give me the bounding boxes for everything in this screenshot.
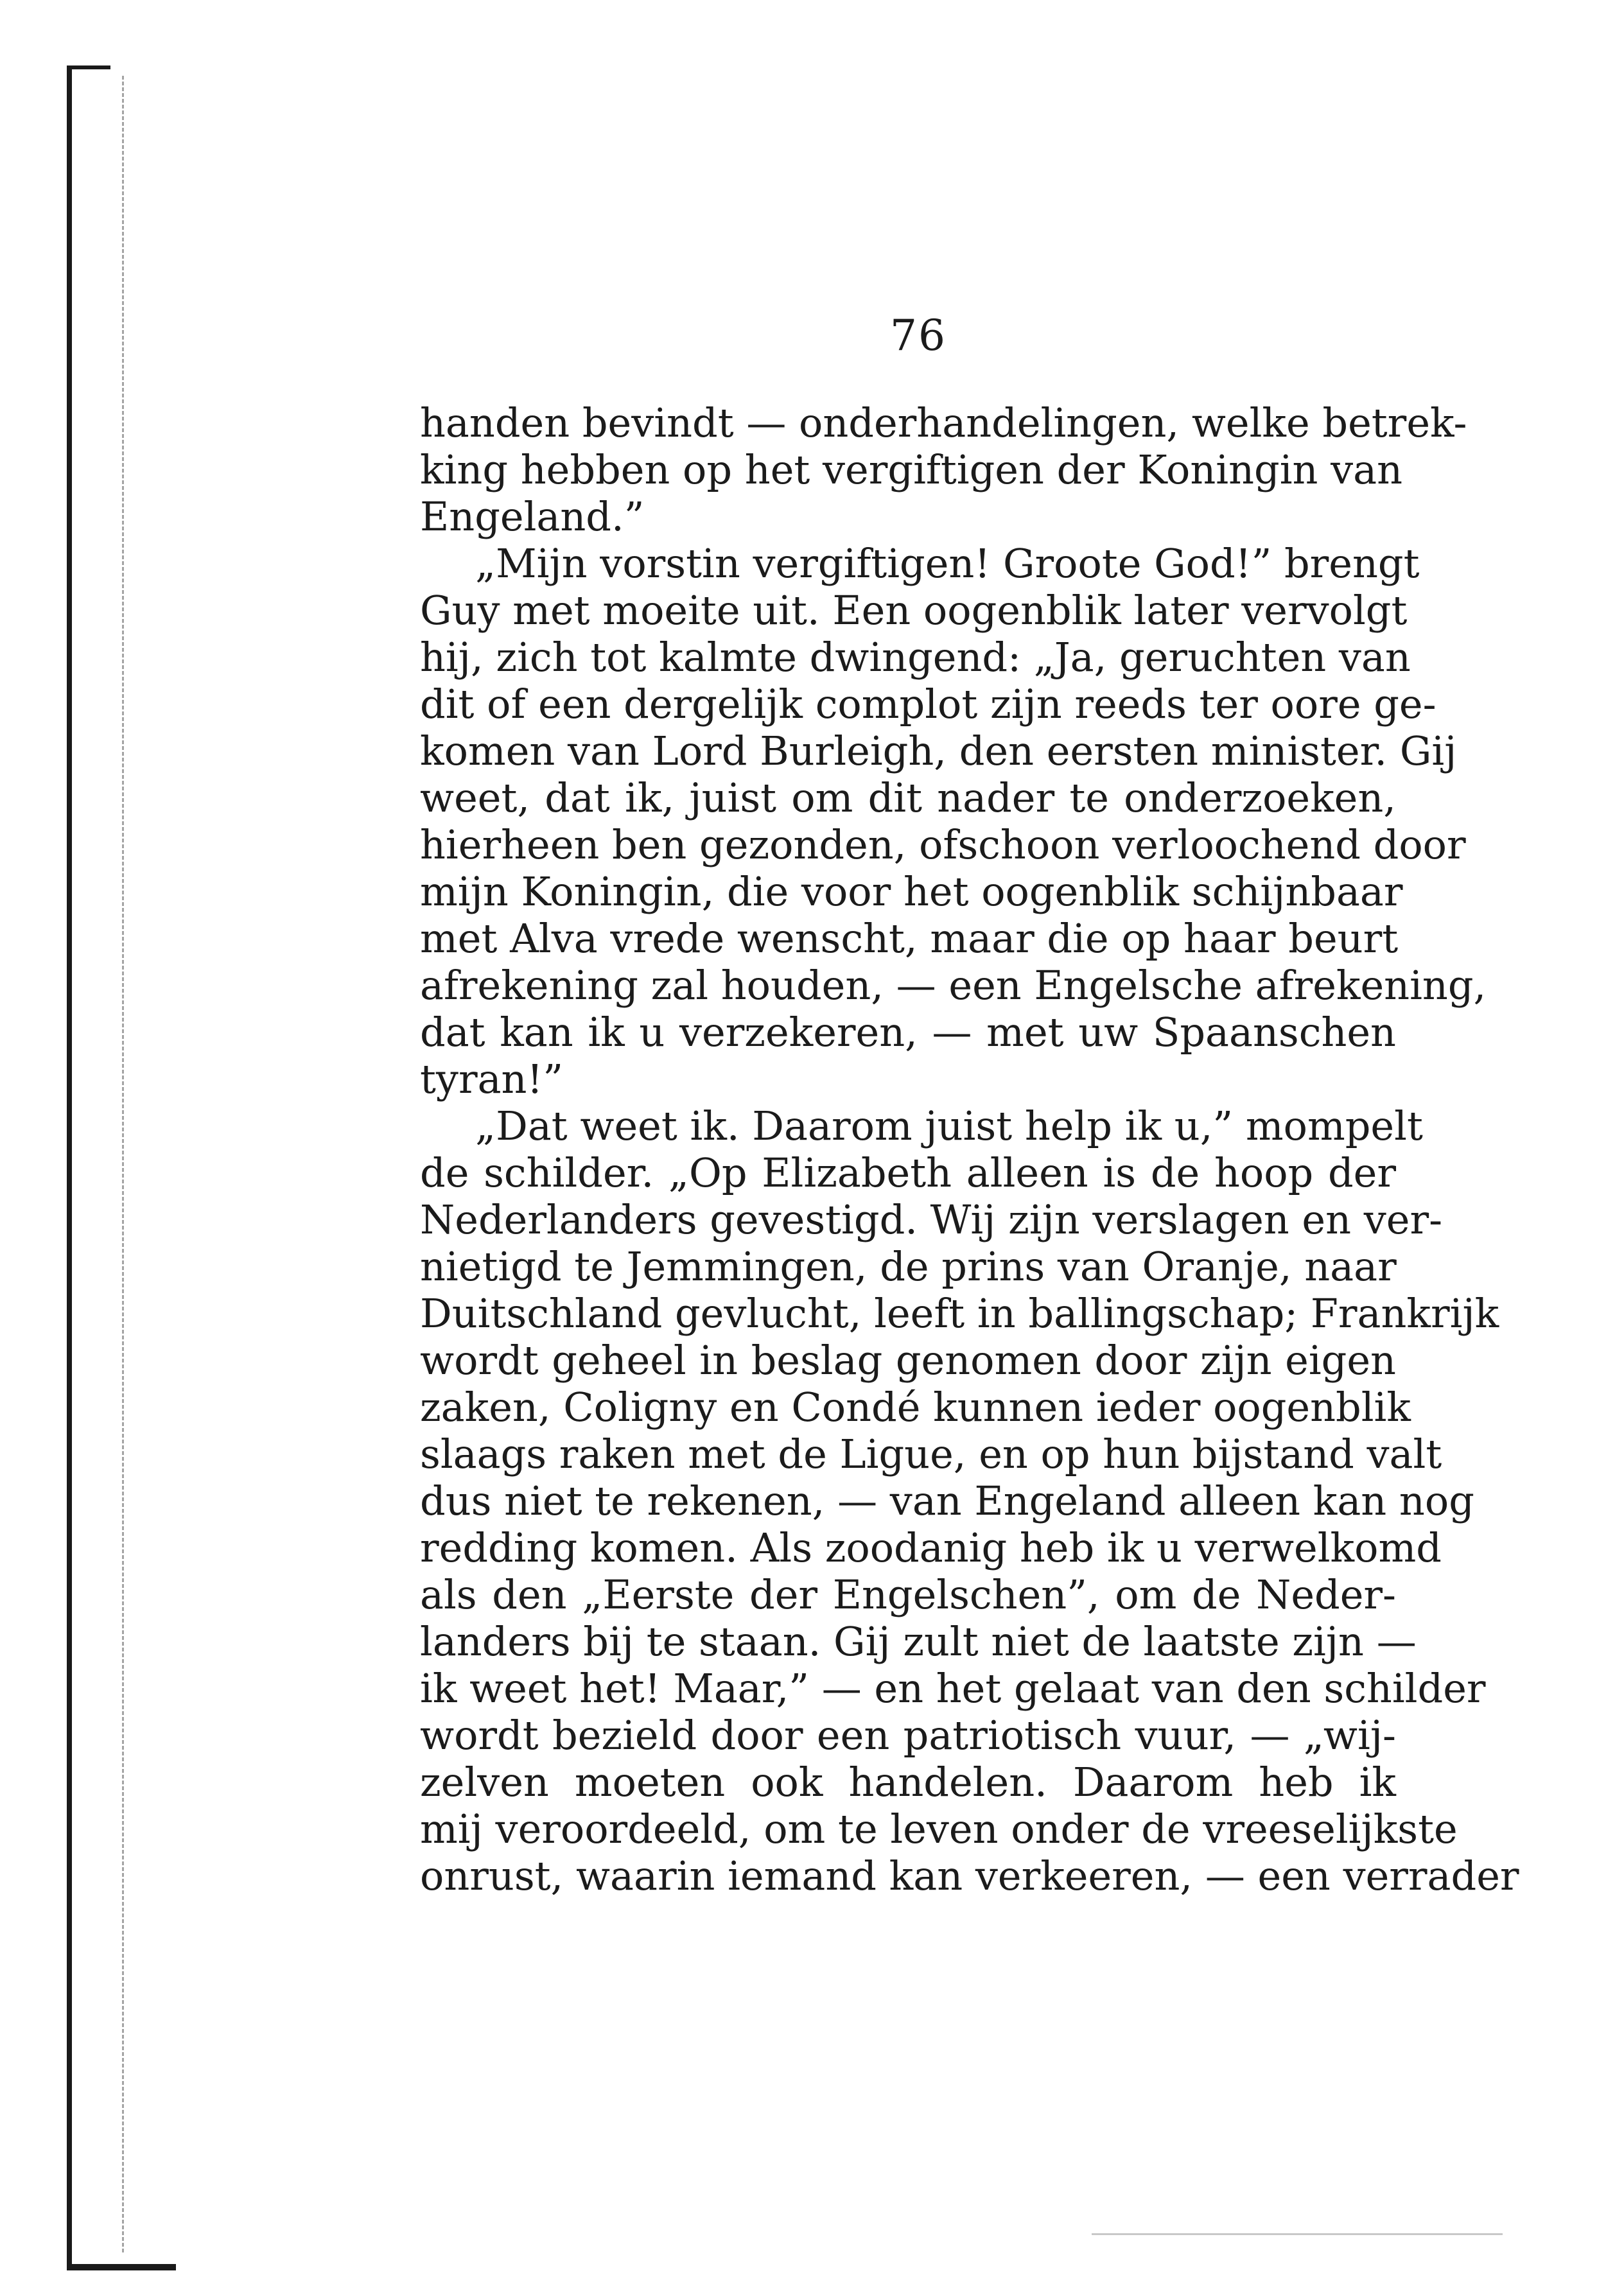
page-number: 76 [890,311,947,360]
text-line: tyran!” [420,1056,564,1102]
scan-binding-edge [67,65,110,2265]
text-line: de schilder. „Op Elizabeth alleen is de hoop der [420,1149,1396,1196]
text-line: wordt bezield door een patriotisch vuur, — „wij- [420,1712,1396,1759]
text-line: mijn Koningin, die voor het oogenblik schijnbaar [420,868,1403,915]
text-line: dit of een dergelijk complot zijn reeds ter oore ge- [420,681,1436,727]
text-line: mij veroordeeld, om te leven onder de vreeselijkste [420,1806,1458,1852]
text-line: Nederlanders gevestigd. Wij zijn verslagen en ver- [420,1196,1443,1243]
text-line: dat kan ik u verzekeren, — met uw Spaanschen [420,1009,1396,1056]
text-line: handen bevindt — onderhandelingen, welke betrek- [420,399,1467,446]
text-line: ik weet het! Maar,” — en het gelaat van den schilder [420,1665,1486,1712]
text-line: hierheen ben gezonden, ofschoon verloochend door [420,821,1466,868]
scan-bottom-smudge [1092,2233,1503,2235]
scan-corner-mark [67,2264,176,2270]
text-line: weet, dat ik, juist om dit nader te onderzoeken, [420,774,1396,821]
text-line: onrust, waarin iemand kan verkeeren, — een verrader [420,1852,1519,1899]
text-line: hij, zich tot kalmte dwingend: „Ja, geruchten van [420,634,1411,681]
text-line: nietigd te Jemmingen, de prins van Oranje, naar [420,1243,1397,1290]
text-line: Duitschland gevlucht, leeft in ballingschap; Frankrijk [420,1290,1499,1337]
text-line: „Dat weet ik. Daarom juist help ik u,” mompelt [475,1102,1423,1149]
text-line: komen van Lord Burleigh, den eersten minister. Gij [420,727,1457,774]
text-line: „Mijn vorstin vergiftigen! Groote God!” brengt [475,540,1420,587]
text-line: zelven moeten ook handelen. Daarom heb ik [420,1759,1396,1806]
text-line: slaags raken met de Ligue, en op hun bijstand valt [420,1431,1442,1477]
text-line: zaken, Coligny en Condé kunnen ieder oogenblik [420,1384,1411,1431]
text-line: Engeland.” [420,493,645,540]
text-line: Guy met moeite uit. Een oogenblik later vervolgt [420,587,1408,634]
text-line: als den „Eerste der Engelschen”, om de Neder- [420,1571,1396,1618]
text-line: dus niet te rekenen, — van Engeland alleen kan nog [420,1477,1474,1524]
scan-shadow-line [122,76,124,2252]
text-line: afrekening zal houden, — een Engelsche afrekening, [420,962,1487,1009]
text-line: wordt geheel in beslag genomen door zijn eigen [420,1337,1396,1384]
text-line: met Alva vrede wenscht, maar die op haar beurt [420,915,1399,962]
body-text [420,399,1519,1899]
text-line: landers bij te staan. Gij zult niet de laatste zijn — [420,1618,1417,1665]
text-line: redding komen. Als zoodanig heb ik u verwelkomd [420,1524,1442,1571]
text-line: king hebben op het vergiftigen der Koningin van [420,446,1403,493]
